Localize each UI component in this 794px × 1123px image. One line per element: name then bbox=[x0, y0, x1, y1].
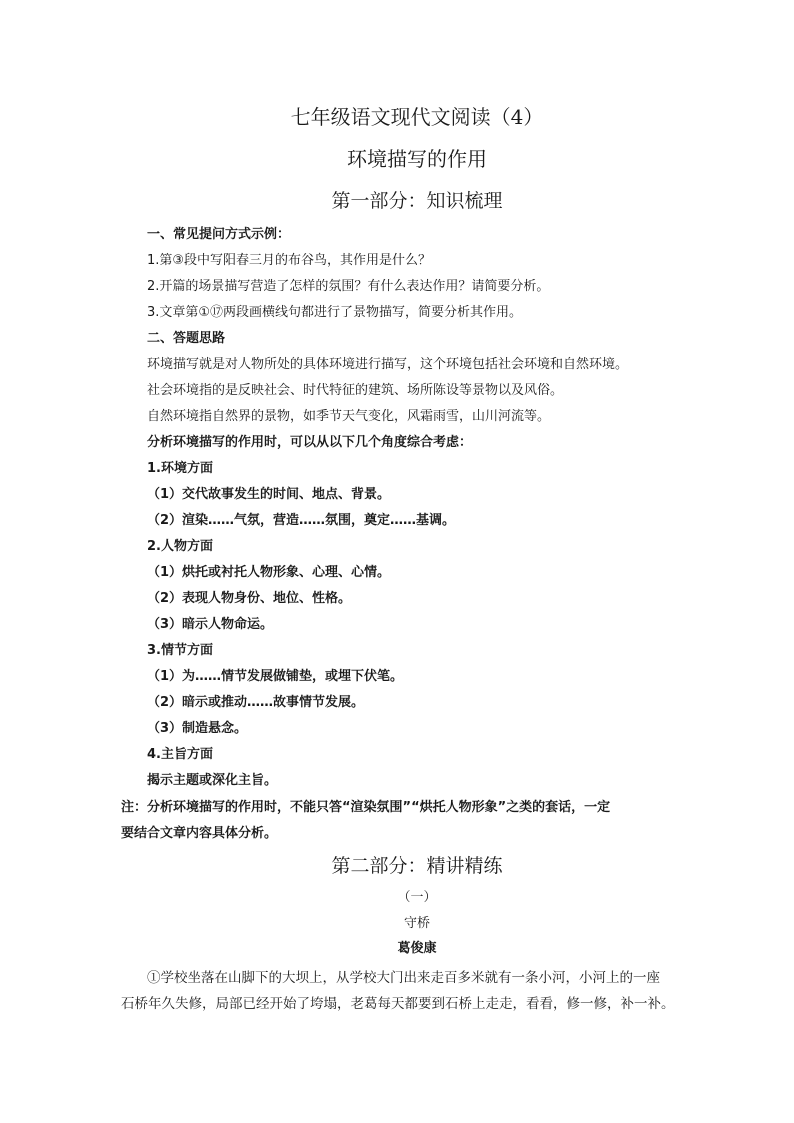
knowledge-line: （1）为……情节发展做铺垫，或埋下伏笔。 bbox=[147, 669, 404, 684]
knowledge-line: （2）渲染……气氛，营造……氛围，奠定……基调。 bbox=[147, 513, 456, 528]
knowledge-line: （2）表现人物身份、地位、性格。 bbox=[147, 591, 352, 606]
note-line: 要结合文章内容具体分析。 bbox=[121, 826, 278, 841]
knowledge-line: （2）暗示或推动……故事情节发展。 bbox=[147, 695, 365, 710]
knowledge-line: （3）制造悬念。 bbox=[147, 721, 248, 736]
knowledge-line: 一、常见提问方式示例： bbox=[147, 227, 291, 242]
passage-paragraph-line: 石桥年久失修，局部已经开始了垮塌，老葛每天都要到石桥上走走，看看，修一修，补一补。 bbox=[121, 996, 675, 1012]
passage-body bbox=[121, 965, 681, 1017]
knowledge-line: 社会环境指的是反映社会、时代特征的建筑、场所陈设等景物以及风俗。 bbox=[147, 383, 564, 398]
knowledge-line: 3.情节方面 bbox=[147, 643, 213, 658]
knowledge-line: 2.开篇的场景描写营造了怎样的氛围？有什么表达作用？请简要分析。 bbox=[147, 279, 550, 294]
note-block bbox=[121, 795, 681, 847]
part1-content bbox=[147, 222, 687, 794]
knowledge-line: 分析环境描写的作用时，可以从以下几个角度综合考虑： bbox=[147, 435, 473, 450]
passage-paragraph-line: ①学校坐落在山脚下的大坝上，从学校大门出来走百多米就有一条小河，小河上的一座 bbox=[147, 970, 660, 986]
part2-heading: 第二部分：精讲精练 bbox=[331, 855, 503, 877]
knowledge-line: 3.文章第①⑰两段画横线句都进行了景物描写，简要分析其作用。 bbox=[147, 305, 523, 320]
knowledge-line: 1.第③段中写阳春三月的布谷鸟，其作用是什么？ bbox=[147, 253, 432, 268]
knowledge-line: 1.环境方面 bbox=[147, 461, 213, 476]
document-title: 七年级语文现代文阅读（4） bbox=[290, 105, 544, 129]
knowledge-line: 揭示主题或深化主旨。 bbox=[147, 773, 278, 788]
knowledge-line: 自然环境指自然界的景物，如季节天气变化，风霜雨雪，山川河流等。 bbox=[147, 409, 551, 424]
passage-number: （一） bbox=[397, 890, 437, 905]
knowledge-line: 4.主旨方面 bbox=[147, 747, 213, 762]
document-subtitle: 环境描写的作用 bbox=[347, 147, 487, 171]
knowledge-line: （1）烘托或衬托人物形象、心理、心情。 bbox=[147, 565, 391, 580]
knowledge-line: （1）交代故事发生的时间、地点、背景。 bbox=[147, 487, 391, 502]
knowledge-line: （3）暗示人物命运。 bbox=[147, 617, 274, 632]
passage-author: 葛俊康 bbox=[397, 941, 437, 956]
passage-title: 守桥 bbox=[403, 916, 430, 931]
knowledge-line: 环境描写就是对人物所处的具体环境进行描写，这个环境包括社会环境和自然环境。 bbox=[147, 357, 629, 372]
part1-heading: 第一部分：知识梳理 bbox=[331, 190, 503, 212]
note-line: 注：分析环境描写的作用时，不能只答“渲染氛围”“烘托人物形象”之类的套话，一定 bbox=[121, 800, 611, 815]
knowledge-line: 二、答题思路 bbox=[147, 331, 226, 346]
knowledge-line: 2.人物方面 bbox=[147, 539, 213, 554]
